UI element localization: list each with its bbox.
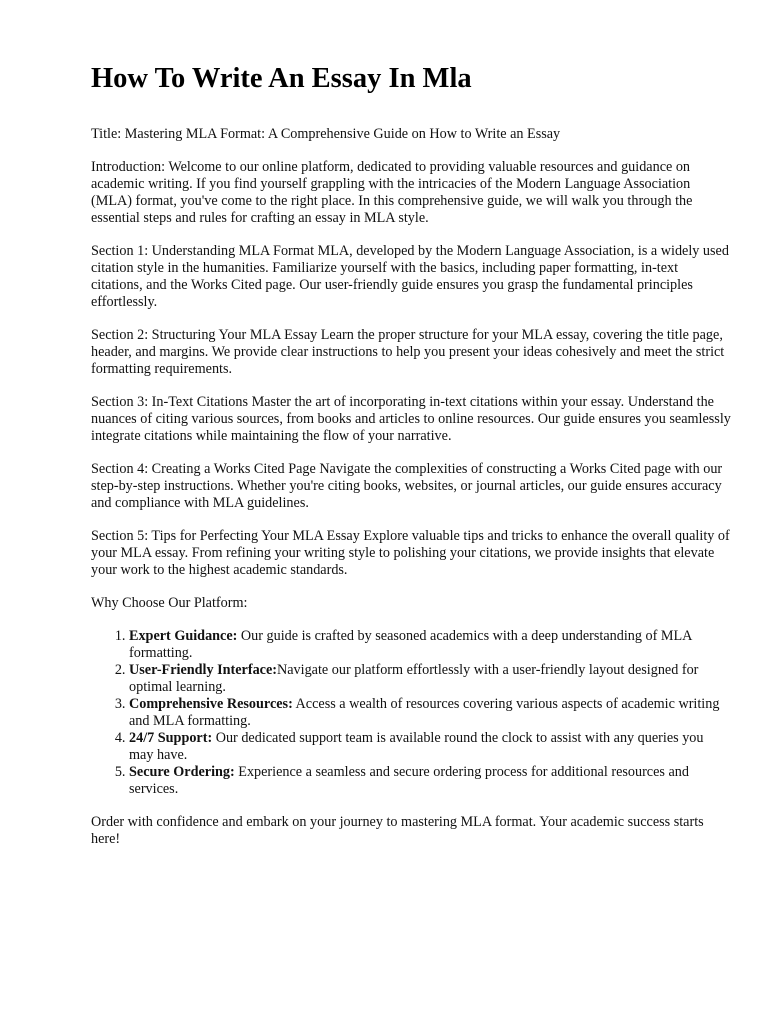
list-item-text: Our dedicated support team is available round the clock to assist with any queries you may have. bbox=[129, 730, 704, 763]
list-item-text: Navigate our platform effortlessly with a user-friendly layout designed for optimal learning. bbox=[129, 662, 699, 695]
paragraph-section-4: Section 4: Creating a Works Cited Page Navigate the complexities of constructing a Works Cited page with our step-by-step instructions. Whether you're citing books, websites, or journal articles, our guide ensures accuracy and compliance with MLA guidelines. bbox=[91, 461, 723, 511]
list-item bbox=[129, 696, 731, 730]
list-item bbox=[129, 764, 731, 798]
document-title: How To Write An Essay In Mla bbox=[91, 63, 472, 94]
paragraph-section-5: Section 5: Tips for Perfecting Your MLA Essay Explore valuable tips and tricks to enhance the overall quality of your MLA essay. From refining your writing style to polishing your citations, we provide insights that elevate your work to the highest academic standards. bbox=[91, 528, 730, 578]
paragraph-closing: Order with confidence and embark on your journey to mastering MLA format. Your academic success starts here! bbox=[91, 814, 704, 847]
list-item-title: Secure Ordering: bbox=[129, 764, 235, 780]
list-item-text: Access a wealth of resources covering various aspects of academic writing and MLA formatting. bbox=[129, 696, 720, 729]
list-item bbox=[129, 730, 731, 764]
list-item-text: Experience a seamless and secure ordering process for additional resources and services. bbox=[129, 764, 689, 797]
list-item-title: User-Friendly Interface: bbox=[129, 662, 277, 678]
paragraph-why-choose: Why Choose Our Platform: bbox=[91, 595, 248, 611]
paragraph-introduction: Introduction: Welcome to our online platform, dedicated to providing valuable resources and guidance on academic writing. If you find yourself grappling with the intricacies of the Modern Language Association (MLA) format, you've come to the right place. In this comprehensive guide, we will walk you through the essential steps and rules for crafting an essay in MLA style. bbox=[91, 159, 693, 226]
benefits-list bbox=[91, 628, 731, 798]
paragraph-title-line: Title: Mastering MLA Format: A Comprehensive Guide on How to Write an Essay bbox=[91, 126, 561, 142]
list-item-text: Our guide is crafted by seasoned academics with a deep understanding of MLA formatting. bbox=[129, 628, 692, 661]
list-item bbox=[129, 628, 731, 662]
paragraph-section-2: Section 2: Structuring Your MLA Essay Learn the proper structure for your MLA essay, covering the title page, header, and margins. We provide clear instructions to help you present your ideas cohesively and meet the strict formatting requirements. bbox=[91, 327, 725, 377]
list-item-title: 24/7 Support: bbox=[129, 730, 213, 746]
list-item-title: Comprehensive Resources: bbox=[129, 696, 293, 712]
document-page bbox=[91, 62, 731, 864]
paragraph-section-3: Section 3: In-Text Citations Master the art of incorporating in-text citations within your essay. Understand the nuances of citing various sources, from books and articles to online resources. Our guide ensures you seamlessly integrate citations while maintaining the flow of your narrative. bbox=[91, 394, 731, 444]
list-item-title: Expert Guidance: bbox=[129, 628, 238, 644]
list-item bbox=[129, 662, 731, 696]
paragraph-section-1: Section 1: Understanding MLA Format MLA, developed by the Modern Language Association, is a widely used citation style in the humanities. Familiarize yourself with the basics, including paper formatting, in-text citations, and the Works Cited page. Our user-friendly guide ensures you grasp the fundamental principles effortlessly. bbox=[91, 243, 729, 310]
